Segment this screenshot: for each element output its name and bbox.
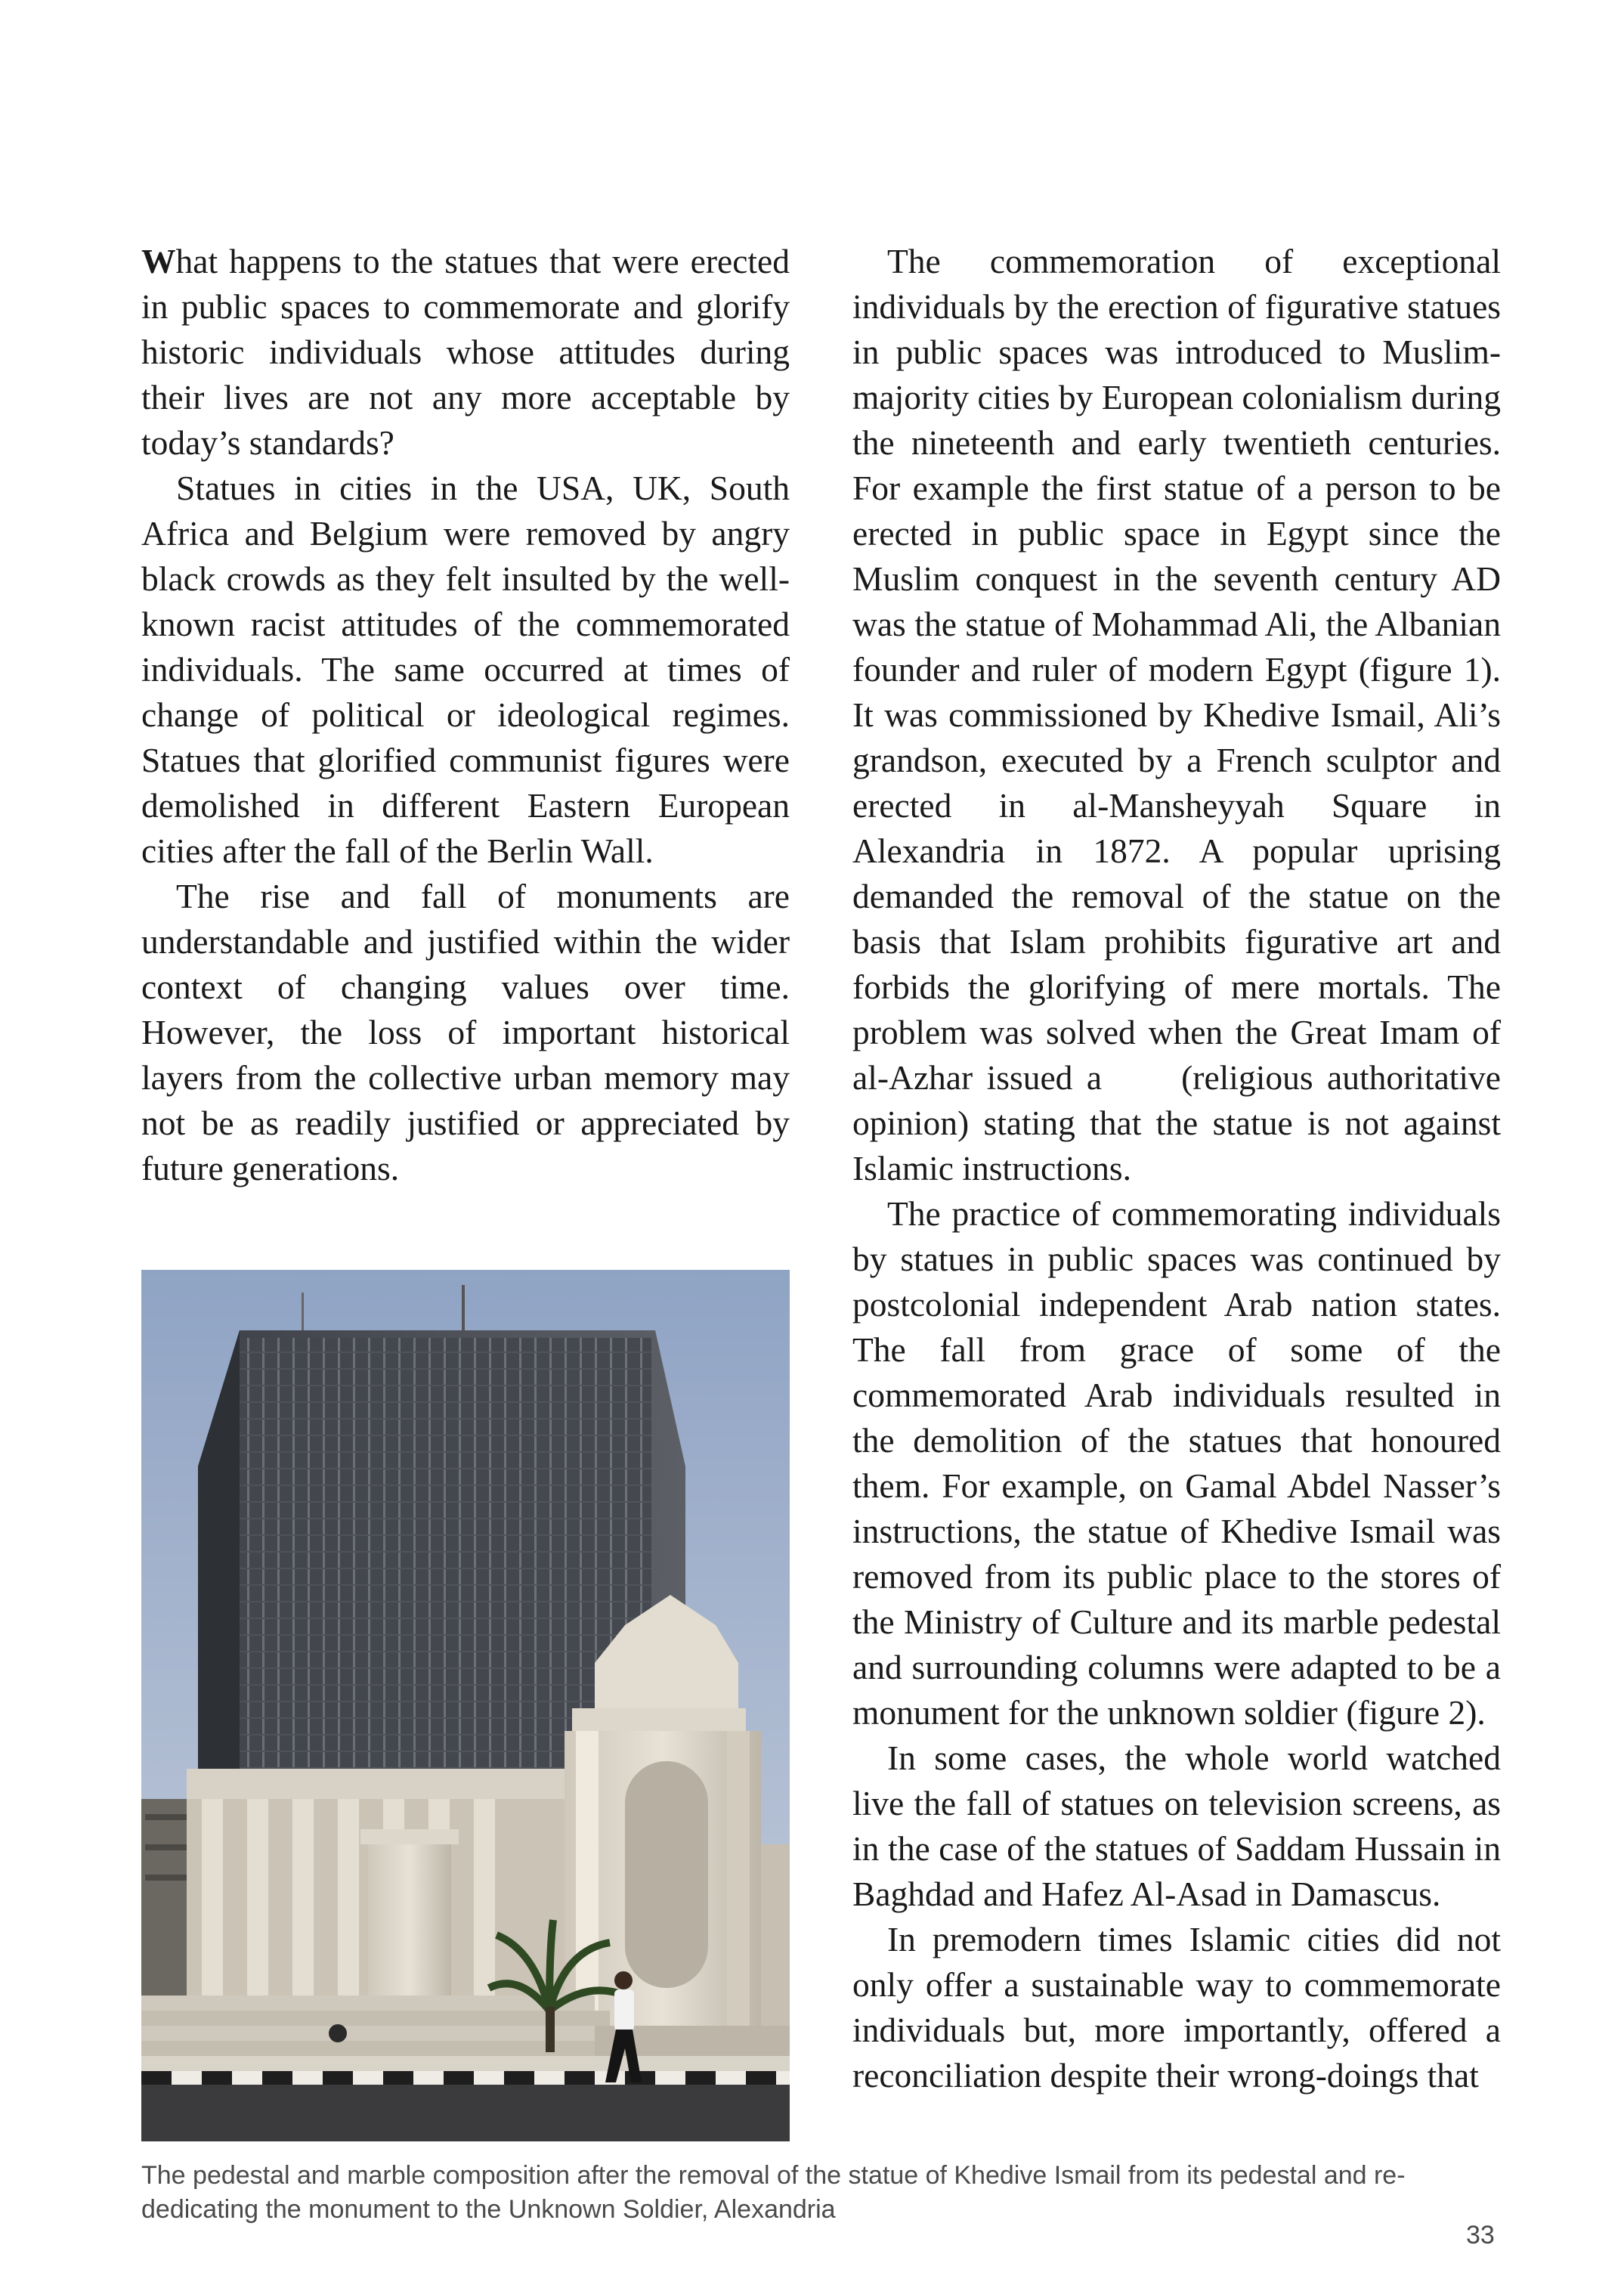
right-text-column xyxy=(852,239,1501,2098)
paragraph-text: hat happens to the statues that were erected in public spaces to commemorate and glorify historic individuals whose attitudes during their lives are not any more acceptable by today’s standards? xyxy=(141,242,790,462)
paragraph: The rise and fall of monuments are understandable and justified within the wider context of changing values over time. However, the loss of important historical layers from the collective urban memory may not be as readily justified or appreciated by future generations. xyxy=(141,877,790,1187)
monument-photo xyxy=(141,1270,790,2141)
figure-caption: The pedestal and marble composition after the removal of the statue of Khedive Ismail from its pedestal and re-dedicating the monument to the Unknown Soldier, Alexandria xyxy=(141,2161,1406,2224)
page-number: 33 xyxy=(1466,2221,1495,2249)
paragraph-text: The commemoration of exceptional individuals by the erection of figurative statues in public spaces was introduced to Muslim-majority cities by European colonialism during the nineteenth and early twentieth centuries. For example the first statue of a person to be erected in public space in Egypt since the Muslim conquest in the seventh century AD was the statue of Mohammad Ali, the Albanian founder and ruler of modern Egypt (figure 1). It was commissioned by Khedive Ismail, Ali’s grandson, executed by a French sculptor and erected in al-Mansheyyah Square in Alexandria in 1872. A popular uprising demanded the removal of the statue on the basis that Islam prohibits figurative art and forbids the glorifying of mere mortals. The problem was solved when the Great Imam of al-Azhar issued a xyxy=(852,242,1501,1097)
paragraph: In premodern times Islamic cities did not only offer a sustainable way to commemorate individuals but, more importantly, offered a reconciliation despite their wrong-doings that xyxy=(852,1920,1501,2095)
paragraph xyxy=(141,239,790,466)
left-text-column xyxy=(141,239,790,1191)
paragraph: The practice of commemorating individuals by statues in public spaces was continued by postcolonial independent Arab nation states. The fall from grace of some of the commemorated Arab individuals resulted in the demolition of the statues that honoured them. For example, on Gamal Abdel Nasser’s instructions, the statue of Khedive Ismail was removed from its public place to the stores of the Ministry of Culture and its marble pedestal and surrounding columns were adapted to be a monument for the unknown soldier (figure 2). xyxy=(852,1194,1501,1732)
drop-cap: W xyxy=(141,242,176,280)
paragraph: In some cases, the whole world watched live the fall of statues on television screens, as in the case of the statues of Saddam Hussain in Baghdad and Hafez Al-Asad in Damascus. xyxy=(852,1739,1501,1913)
paragraph: Statues in cities in the USA, UK, South Africa and Belgium were removed by angry black crowds as they felt insulted by the well-known racist attitudes of the commemorated individuals. The same occurred at times of change of political or ideological regimes. Statues that glorified communist figures were demolished in different Eastern European cities after the fall of the Berlin Wall. xyxy=(141,469,790,870)
paragraph-text: (religious authoritative opinion) stating that the statue is not against Islamic instructions. xyxy=(852,1058,1501,1187)
paragraph xyxy=(852,239,1501,1191)
